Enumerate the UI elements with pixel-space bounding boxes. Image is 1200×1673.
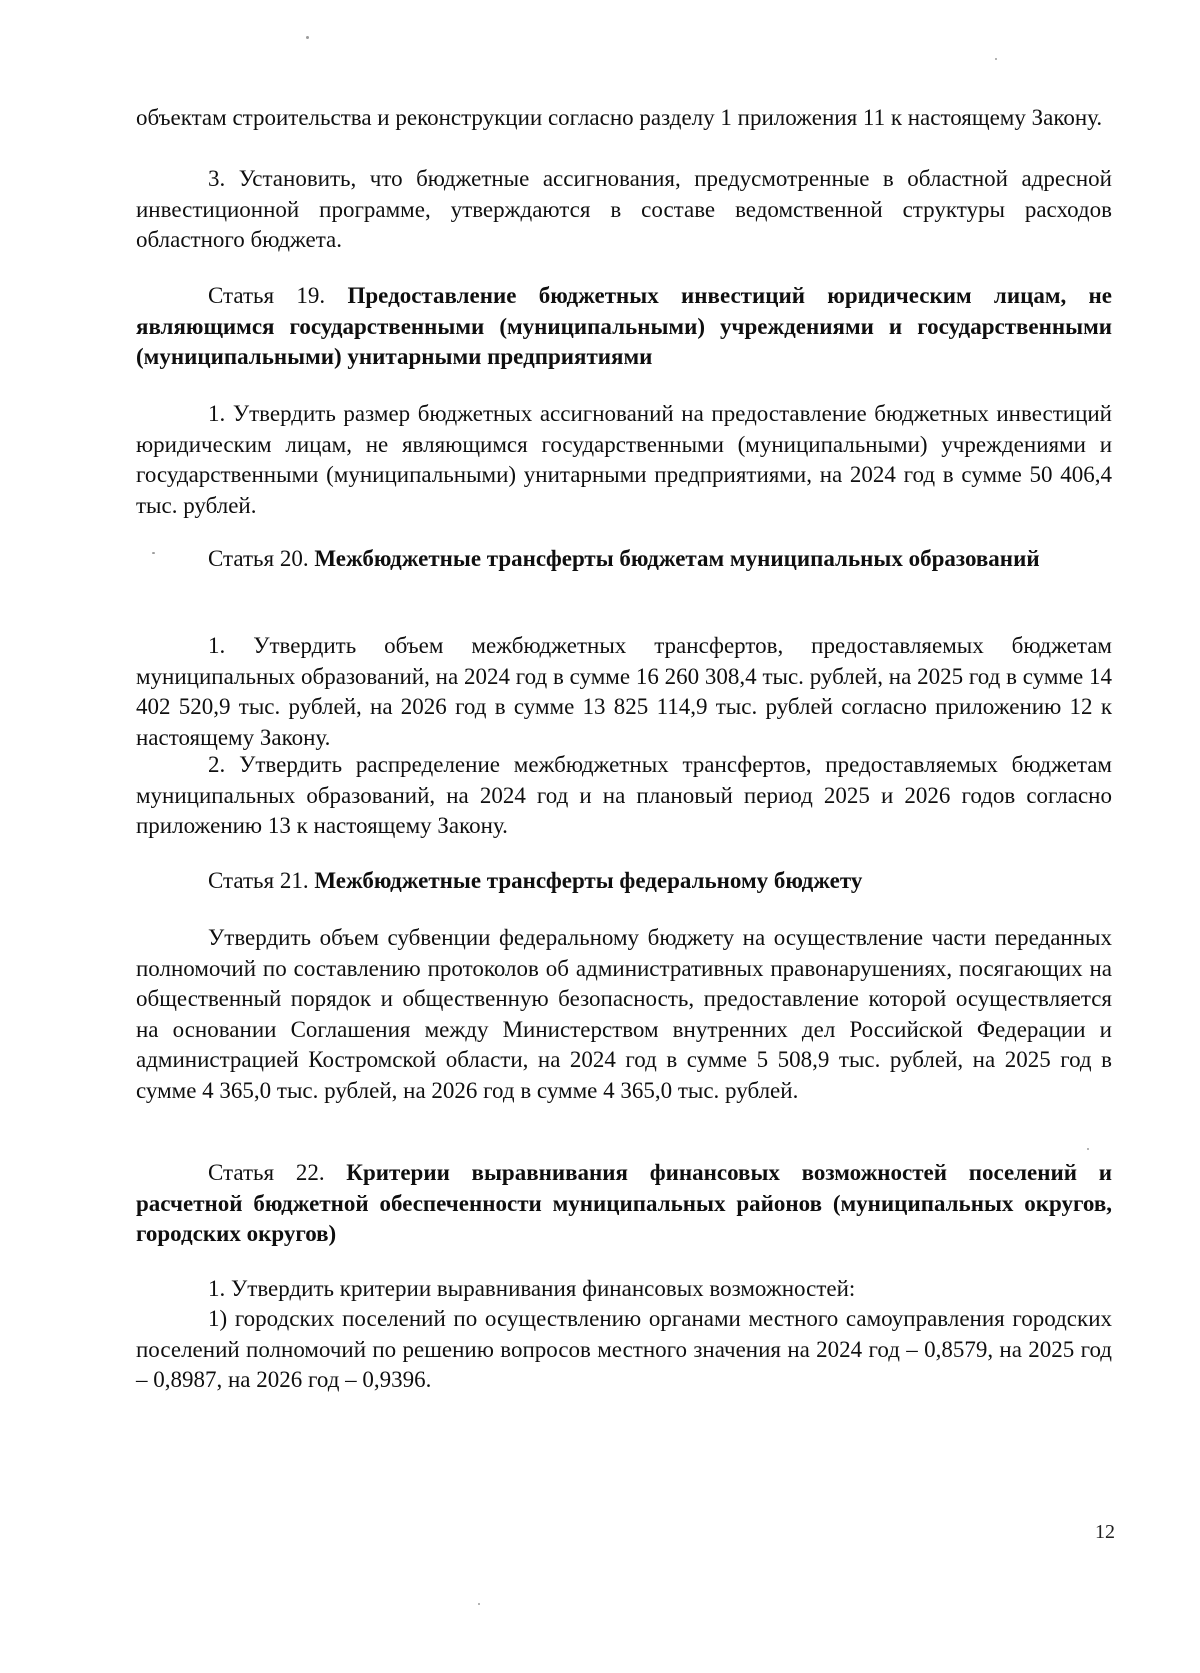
article-22-title: Критерии выравнивания финансовых возможностей поселений и расчетной бюджетной обеспеченности муниципальных районов (муниципальных округов, городских округов)	[136, 1160, 1112, 1246]
article-20-paragraph-1: 1. Утвердить объем межбюджетных трансфертов, предоставляемых бюджетам муниципальных образований, на 2024 год в сумме 16 260 308,4 тыс. рублей, на 2025 год в сумме 14 402 520,9 тыс. рублей, на 2026 год в сумме 13 825 114,9 тыс. рублей согласно приложению 12 к настоящему Закону.	[136, 633, 1112, 750]
article-21-paragraph-1: Утвердить объем субвенции федеральному бюджету на осуществление части переданных полномочий по составлению протоколов об административных правонарушениях, посягающих на общественный порядок и общественную безопасность, предоставление которой осуществляется на основании Соглашения между Министерством внутренних дел Российской Федерации и администрацией Костромской области, на 2024 год в сумме 5 508,9 тыс. рублей, на 2025 год в сумме 4 365,0 тыс. рублей, на 2026 год в сумме 4 365,0 тыс. рублей.	[136, 925, 1112, 1103]
article-22-label: Статья 22.	[208, 1160, 325, 1185]
article-20-heading	[136, 544, 1112, 575]
article-21-heading	[136, 866, 1112, 897]
article-20-label: Статья 20.	[208, 546, 309, 571]
scan-speck	[995, 58, 997, 60]
article-22-subitem-1: 1) городских поселений по осуществлению органами местного самоуправления городских поселений полномочий по решению вопросов местного значения на 2024 год – 0,8579, на 2025 год – 0,8987, на 2026 год – 0,9396.	[136, 1306, 1112, 1392]
article-19-label: Статья 19.	[208, 283, 326, 308]
article-22-paragraph-1: 1. Утвердить критерии выравнивания финансовых возможностей:	[208, 1276, 856, 1301]
article-22-heading	[136, 1158, 1112, 1250]
article-20-title: Межбюджетные трансферты бюджетам муниципальных образований	[314, 546, 1040, 571]
article-21-title: Межбюджетные трансферты федеральному бюджету	[314, 868, 863, 893]
article-20-paragraph-2: 2. Утвердить распределение межбюджетных трансфертов, предоставляемых бюджетам муниципальных образований, на 2024 год и на плановый период 2025 и 2026 годов согласно приложению 13 к настоящему Закону.	[136, 752, 1112, 838]
article-19-heading	[136, 281, 1112, 373]
article-19-title: Предоставление бюджетных инвестиций юридическим лицам, не являющимся государственными (муниципальными) учреждениями и государственными (муниципальными) унитарными предприятиями	[136, 283, 1113, 369]
paragraph-3: 3. Установить, что бюджетные ассигнования, предусмотренные в областной адресной инвестиционной программе, утверждаются в составе ведомственной структуры расходов областного бюджета.	[136, 166, 1112, 252]
page-number: 12	[1095, 1521, 1115, 1543]
paragraph-continuation: объектам строительства и реконструкции согласно разделу 1 приложения 11 к настоящему Закону.	[136, 105, 1103, 130]
scan-speck	[152, 552, 155, 554]
article-21-label: Статья 21.	[208, 868, 309, 893]
scan-speck	[1087, 1148, 1089, 1150]
scan-speck	[306, 36, 309, 39]
scan-speck	[478, 1603, 480, 1605]
article-19-paragraph-1: 1. Утвердить размер бюджетных ассигнований на предоставление бюджетных инвестиций юридическим лицам, не являющимся государственными (муниципальными) учреждениями и государственными (муниципальными) унитарными предприятиями, на 2024 год в сумме 50 406,4 тыс. рублей.	[136, 401, 1112, 518]
